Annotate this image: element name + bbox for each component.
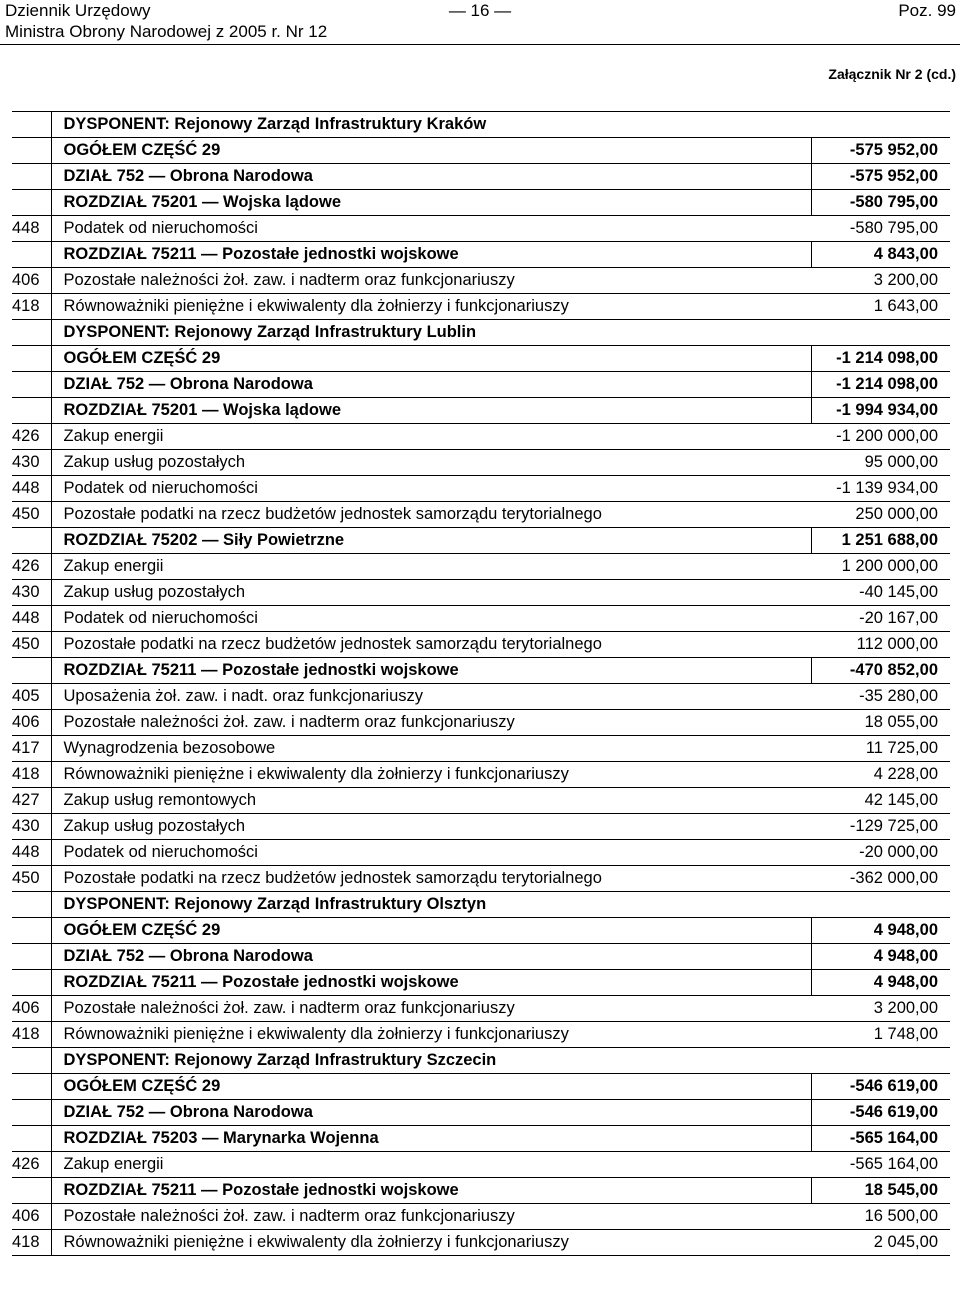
section-total-row <box>12 164 950 190</box>
section-total-row <box>12 658 950 684</box>
table-row <box>12 216 950 242</box>
row-amount: 4 948,00 <box>811 918 950 944</box>
row-description: Zakup energii <box>51 424 811 450</box>
paragraph-code <box>12 1074 51 1100</box>
paragraph-code <box>12 944 51 970</box>
table-row <box>12 1022 950 1048</box>
paragraph-code <box>12 164 51 190</box>
row-description: OGÓŁEM CZĘŚĆ 29 <box>51 138 811 164</box>
row-description: Zakup usług remontowych <box>51 788 811 814</box>
table-row <box>12 606 950 632</box>
annex-label: Załącznik Nr 2 (cd.) <box>828 66 956 82</box>
paragraph-code <box>12 1178 51 1204</box>
row-amount: -20 000,00 <box>811 840 950 866</box>
row-description: Podatek od nieruchomości <box>51 476 811 502</box>
section-total-row <box>12 528 950 554</box>
paragraph-code <box>12 970 51 996</box>
row-description: Pozostałe podatki na rzecz budżetów jednostek samorządu terytorialnego <box>51 866 811 892</box>
header-rule <box>0 44 960 45</box>
row-amount: 112 000,00 <box>811 632 950 658</box>
table-row <box>12 554 950 580</box>
section-total-row <box>12 944 950 970</box>
row-amount: 95 000,00 <box>811 450 950 476</box>
table-row <box>12 814 950 840</box>
row-amount: 4 948,00 <box>811 970 950 996</box>
row-amount: 3 200,00 <box>811 996 950 1022</box>
table-row <box>12 580 950 606</box>
row-amount: -35 280,00 <box>811 684 950 710</box>
row-amount: -20 167,00 <box>811 606 950 632</box>
budget-table <box>12 111 950 1256</box>
row-amount: 2 045,00 <box>811 1230 950 1256</box>
row-description: Pozostałe należności żoł. zaw. i nadterm oraz funkcjonariuszy <box>51 268 811 294</box>
table-row <box>12 1230 950 1256</box>
row-description: ROZDZIAŁ 75211 — Pozostałe jednostki wojskowe <box>51 1178 811 1204</box>
table-row <box>12 450 950 476</box>
row-description: Podatek od nieruchomości <box>51 606 811 632</box>
section-total-row <box>12 138 950 164</box>
table-row <box>12 1204 950 1230</box>
table-row <box>12 840 950 866</box>
paragraph-code <box>12 918 51 944</box>
paragraph-code: 417 <box>12 736 51 762</box>
row-description: DYSPONENT: Rejonowy Zarząd Infrastruktury Kraków <box>51 112 811 138</box>
paragraph-code: 448 <box>12 216 51 242</box>
row-amount <box>811 1048 950 1074</box>
paragraph-code: 450 <box>12 632 51 658</box>
section-total-row <box>12 1100 950 1126</box>
paragraph-code: 450 <box>12 502 51 528</box>
paragraph-code: 426 <box>12 424 51 450</box>
paragraph-code: 406 <box>12 1204 51 1230</box>
paragraph-code: 450 <box>12 866 51 892</box>
paragraph-code: 430 <box>12 814 51 840</box>
row-description: Podatek od nieruchomości <box>51 840 811 866</box>
row-amount: -470 852,00 <box>811 658 950 684</box>
journal-title: Dziennik Urzędowy <box>5 1 151 20</box>
table-row <box>12 788 950 814</box>
row-description: DZIAŁ 752 — Obrona Narodowa <box>51 164 811 190</box>
row-amount: -1 994 934,00 <box>811 398 950 424</box>
row-amount: -1 139 934,00 <box>811 476 950 502</box>
section-total-row <box>12 1074 950 1100</box>
paragraph-code <box>12 1100 51 1126</box>
paragraph-code: 448 <box>12 606 51 632</box>
row-amount: 1 643,00 <box>811 294 950 320</box>
row-description: Pozostałe należności żoł. zaw. i nadterm oraz funkcjonariuszy <box>51 710 811 736</box>
row-amount: -1 200 000,00 <box>811 424 950 450</box>
row-description: DZIAŁ 752 — Obrona Narodowa <box>51 944 811 970</box>
paragraph-code: 426 <box>12 1152 51 1178</box>
journal-ministry: Ministra Obrony Narodowej z 2005 r. Nr 12 <box>5 22 328 41</box>
row-description: ROZDZIAŁ 75201 — Wojska lądowe <box>51 190 811 216</box>
table-row <box>12 268 950 294</box>
paragraph-code <box>12 528 51 554</box>
row-description: Zakup usług pozostałych <box>51 814 811 840</box>
paragraph-code <box>12 658 51 684</box>
paragraph-code <box>12 1126 51 1152</box>
row-description: Równoważniki pieniężne i ekwiwalenty dla żołnierzy i funkcjonariuszy <box>51 1230 811 1256</box>
paragraph-code <box>12 112 51 138</box>
row-amount: -580 795,00 <box>811 190 950 216</box>
row-amount: -546 619,00 <box>811 1074 950 1100</box>
row-amount: 1 200 000,00 <box>811 554 950 580</box>
table-row <box>12 502 950 528</box>
row-amount: 1 748,00 <box>811 1022 950 1048</box>
row-description: DYSPONENT: Rejonowy Zarząd Infrastruktury Olsztyn <box>51 892 811 918</box>
table-row <box>12 866 950 892</box>
paragraph-code: 418 <box>12 294 51 320</box>
section-total-row <box>12 398 950 424</box>
row-amount: 250 000,00 <box>811 502 950 528</box>
paragraph-code <box>12 1048 51 1074</box>
section-total-row <box>12 1126 950 1152</box>
row-description: ROZDZIAŁ 75201 — Wojska lądowe <box>51 398 811 424</box>
row-amount: -580 795,00 <box>811 216 950 242</box>
row-description: Pozostałe należności żoł. zaw. i nadterm oraz funkcjonariuszy <box>51 1204 811 1230</box>
row-amount: -40 145,00 <box>811 580 950 606</box>
paragraph-code <box>12 372 51 398</box>
row-amount: 16 500,00 <box>811 1204 950 1230</box>
paragraph-code: 418 <box>12 1022 51 1048</box>
row-amount <box>811 112 950 138</box>
paragraph-code: 427 <box>12 788 51 814</box>
row-amount <box>811 320 950 346</box>
row-amount: 4 843,00 <box>811 242 950 268</box>
dysponent-row <box>12 320 950 346</box>
section-total-row <box>12 918 950 944</box>
row-amount <box>811 892 950 918</box>
paragraph-code <box>12 346 51 372</box>
row-description: OGÓŁEM CZĘŚĆ 29 <box>51 918 811 944</box>
row-description: ROZDZIAŁ 75211 — Pozostałe jednostki wojskowe <box>51 970 811 996</box>
section-total-row <box>12 970 950 996</box>
paragraph-code: 418 <box>12 1230 51 1256</box>
row-amount: 42 145,00 <box>811 788 950 814</box>
table-row <box>12 684 950 710</box>
row-amount: -362 000,00 <box>811 866 950 892</box>
paragraph-code <box>12 320 51 346</box>
row-amount: -565 164,00 <box>811 1152 950 1178</box>
row-description: Wynagrodzenia bezosobowe <box>51 736 811 762</box>
section-total-row <box>12 346 950 372</box>
row-description: Pozostałe podatki na rzecz budżetów jednostek samorządu terytorialnego <box>51 502 811 528</box>
row-description: Równoważniki pieniężne i ekwiwalenty dla żołnierzy i funkcjonariuszy <box>51 294 811 320</box>
page-header <box>0 0 960 44</box>
row-description: OGÓŁEM CZĘŚĆ 29 <box>51 1074 811 1100</box>
paragraph-code <box>12 190 51 216</box>
row-description: Pozostałe należności żoł. zaw. i nadterm oraz funkcjonariuszy <box>51 996 811 1022</box>
page-number: — 16 — <box>448 1 512 20</box>
paragraph-code <box>12 242 51 268</box>
row-amount: 3 200,00 <box>811 268 950 294</box>
paragraph-code: 426 <box>12 554 51 580</box>
row-description: OGÓŁEM CZĘŚĆ 29 <box>51 346 811 372</box>
table-row <box>12 710 950 736</box>
section-total-row <box>12 242 950 268</box>
row-amount: -546 619,00 <box>811 1100 950 1126</box>
row-description: Uposażenia żoł. zaw. i nadt. oraz funkcjonariuszy <box>51 684 811 710</box>
table-row <box>12 1152 950 1178</box>
table-row <box>12 424 950 450</box>
row-description: DYSPONENT: Rejonowy Zarząd Infrastruktury Lublin <box>51 320 811 346</box>
row-description: ROZDZIAŁ 75211 — Pozostałe jednostki wojskowe <box>51 242 811 268</box>
paragraph-code: 406 <box>12 710 51 736</box>
paragraph-code: 406 <box>12 996 51 1022</box>
row-description: Zakup usług pozostałych <box>51 580 811 606</box>
paragraph-code: 418 <box>12 762 51 788</box>
row-amount: -1 214 098,00 <box>811 372 950 398</box>
row-amount: -565 164,00 <box>811 1126 950 1152</box>
row-description: DZIAŁ 752 — Obrona Narodowa <box>51 1100 811 1126</box>
row-amount: 18 055,00 <box>811 710 950 736</box>
paragraph-code <box>12 892 51 918</box>
section-total-row <box>12 372 950 398</box>
row-description: Podatek od nieruchomości <box>51 216 811 242</box>
paragraph-code <box>12 138 51 164</box>
dysponent-row <box>12 112 950 138</box>
paragraph-code <box>12 398 51 424</box>
table-row <box>12 476 950 502</box>
row-amount: 11 725,00 <box>811 736 950 762</box>
row-description: ROZDZIAŁ 75202 — Siły Powietrzne <box>51 528 811 554</box>
section-total-row <box>12 1178 950 1204</box>
paragraph-code: 406 <box>12 268 51 294</box>
row-amount: -129 725,00 <box>811 814 950 840</box>
row-amount: -1 214 098,00 <box>811 346 950 372</box>
paragraph-code: 405 <box>12 684 51 710</box>
section-total-row <box>12 190 950 216</box>
table-row <box>12 736 950 762</box>
row-description: ROZDZIAŁ 75203 — Marynarka Wojenna <box>51 1126 811 1152</box>
row-amount: -575 952,00 <box>811 138 950 164</box>
budget-table-body <box>12 112 950 1256</box>
row-description: Zakup usług pozostałych <box>51 450 811 476</box>
row-amount: 4 228,00 <box>811 762 950 788</box>
row-description: Równoważniki pieniężne i ekwiwalenty dla żołnierzy i funkcjonariuszy <box>51 1022 811 1048</box>
row-description: Pozostałe podatki na rzecz budżetów jednostek samorządu terytorialnego <box>51 632 811 658</box>
paragraph-code: 430 <box>12 450 51 476</box>
row-amount: 1 251 688,00 <box>811 528 950 554</box>
row-amount: -575 952,00 <box>811 164 950 190</box>
row-description: Zakup energii <box>51 1152 811 1178</box>
table-row <box>12 294 950 320</box>
dysponent-row <box>12 1048 950 1074</box>
position-number: Poz. 99 <box>898 1 956 20</box>
row-description: DYSPONENT: Rejonowy Zarząd Infrastruktury Szczecin <box>51 1048 811 1074</box>
row-description: DZIAŁ 752 — Obrona Narodowa <box>51 372 811 398</box>
dysponent-row <box>12 892 950 918</box>
row-description: Równoważniki pieniężne i ekwiwalenty dla żołnierzy i funkcjonariuszy <box>51 762 811 788</box>
row-description: ROZDZIAŁ 75211 — Pozostałe jednostki wojskowe <box>51 658 811 684</box>
table-row <box>12 632 950 658</box>
row-amount: 18 545,00 <box>811 1178 950 1204</box>
paragraph-code: 448 <box>12 840 51 866</box>
row-amount: 4 948,00 <box>811 944 950 970</box>
paragraph-code: 448 <box>12 476 51 502</box>
row-description: Zakup energii <box>51 554 811 580</box>
table-row <box>12 762 950 788</box>
paragraph-code: 430 <box>12 580 51 606</box>
table-row <box>12 996 950 1022</box>
